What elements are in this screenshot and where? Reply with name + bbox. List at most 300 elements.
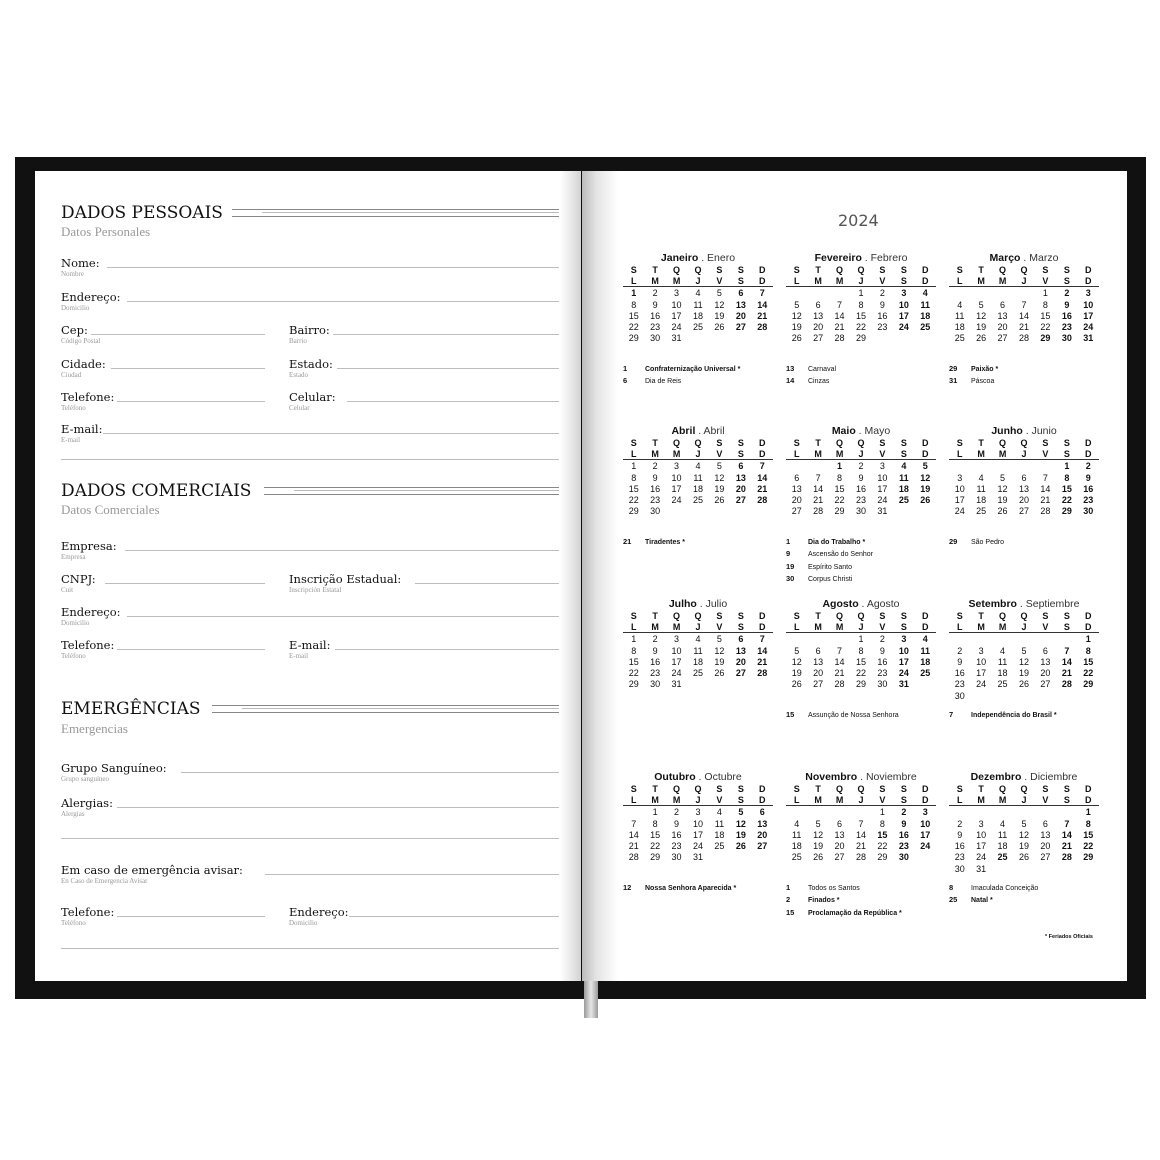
holiday-name: Ascensão do Senhor: [808, 551, 873, 559]
holiday-list: [949, 709, 1057, 721]
day-cell: [829, 634, 850, 645]
day-cell: 29: [855, 679, 866, 690]
weekday-label-pt: S: [737, 784, 744, 794]
weekday-label-pt: Q: [836, 438, 844, 448]
day-cell: [786, 634, 807, 645]
field-sublabel: Código Postal: [61, 337, 101, 345]
field-sublabel: En Caso de Emergencia Avisar: [61, 877, 148, 885]
month-name-pt: Maio: [831, 425, 856, 437]
day-cell: 9: [879, 645, 885, 656]
holiday-name: Todos os Santos: [808, 885, 860, 892]
holiday-day: 1: [623, 364, 628, 373]
day-cell: 15: [855, 656, 866, 667]
holiday-item: [623, 882, 736, 894]
day-cell: 17: [898, 310, 909, 321]
day-cell: 24: [1083, 322, 1094, 333]
weekday-label-es: L: [949, 795, 970, 806]
day-cell: [915, 679, 936, 690]
day-cell: 5: [716, 461, 722, 472]
section-rule: [232, 209, 559, 217]
mobile-field[interactable]: [289, 390, 559, 416]
holiday-item: [786, 536, 873, 548]
day-cell: 17: [877, 483, 888, 494]
day-cell: 12: [813, 829, 824, 840]
blood-type-field[interactable]: [61, 761, 559, 787]
holiday-name: Tiradentes *: [645, 539, 685, 546]
company-field[interactable]: [61, 539, 559, 565]
weekday-label-pt: S: [716, 611, 723, 621]
day-cell: 7: [837, 645, 843, 656]
month-day-grid: [786, 784, 936, 864]
day-cell: [1078, 864, 1099, 875]
weekday-label-es: M: [807, 276, 828, 287]
month-title: [949, 770, 1099, 784]
email-field[interactable]: [61, 422, 559, 448]
holiday-day: 25: [949, 895, 958, 905]
day-cell: [1013, 864, 1034, 875]
weekday-label-pt: D: [1085, 265, 1092, 275]
holiday-day: 29: [949, 537, 958, 546]
day-cell: 23: [954, 679, 965, 690]
month-title: [623, 424, 773, 438]
holiday-list: [786, 882, 902, 919]
day-cell: 16: [650, 483, 661, 494]
day-cell: 25: [920, 322, 931, 333]
day-cell: [1013, 288, 1034, 299]
day-cell: 18: [692, 483, 703, 494]
day-cell: 12: [1018, 829, 1029, 840]
business-email-field[interactable]: [289, 638, 559, 664]
day-cell: 13: [813, 656, 824, 667]
weekday-label-pt: T: [978, 784, 984, 794]
emergency-section-title: EMERGÊNCIAS: [61, 699, 201, 719]
day-cell: 27: [1018, 506, 1029, 517]
day-cell: 29: [628, 506, 639, 517]
day-cell: 21: [813, 495, 824, 506]
day-cell: 13: [997, 310, 1008, 321]
weekday-label-es: S: [730, 622, 751, 633]
state-field[interactable]: [289, 357, 559, 383]
day-cell: 19: [714, 310, 725, 321]
day-cell: 2: [652, 634, 658, 645]
field-label: E-mail:: [61, 422, 103, 436]
day-cell: 18: [920, 310, 931, 321]
field-label: Celular:: [289, 390, 336, 404]
day-cell: 28: [628, 852, 639, 863]
day-cell: 25: [791, 852, 802, 863]
holiday-day: 1: [786, 883, 791, 892]
day-cell: 9: [858, 472, 864, 483]
weekday-label-es: M: [970, 276, 991, 287]
day-cell: 3: [901, 288, 907, 299]
day-cell: [752, 506, 773, 517]
holiday-name: Carnaval: [808, 366, 837, 373]
day-cell: [915, 333, 936, 344]
weekday-label-es: J: [1013, 795, 1034, 806]
weekday-label-es: J: [850, 276, 871, 287]
holiday-name: Confraternização Universal *: [645, 366, 741, 373]
day-cell: 5: [794, 299, 800, 310]
write-line: [117, 401, 265, 402]
weekday-label-es: S: [893, 622, 914, 633]
weekday-label-pt: S: [900, 265, 907, 275]
day-cell: 18: [976, 495, 987, 506]
weekday-label-es: M: [829, 795, 850, 806]
weekday-label-pt: S: [737, 265, 744, 275]
day-cell: 19: [1018, 841, 1029, 852]
weekday-label-pt: S: [630, 611, 637, 621]
holiday-day: 29: [949, 364, 958, 373]
day-cell: 2: [957, 818, 963, 829]
day-cell: 9: [901, 818, 907, 829]
weekday-label-es: V: [709, 622, 730, 633]
day-cell: 25: [692, 495, 703, 506]
write-line: [105, 583, 265, 584]
day-cell: 29: [1040, 333, 1051, 344]
day-cell: 8: [858, 645, 864, 656]
day-cell: 6: [815, 645, 821, 656]
day-cell: 26: [791, 679, 802, 690]
weekday-label-es: S: [893, 276, 914, 287]
day-cell: 8: [858, 299, 864, 310]
holiday-day: 2: [786, 895, 791, 905]
day-cell: 13: [735, 299, 746, 310]
day-cell: 11: [693, 299, 703, 310]
day-cell: 16: [898, 829, 909, 840]
city-field[interactable]: [61, 357, 265, 383]
emergency-section-subtitle: Emergencias: [61, 721, 128, 736]
day-cell: 3: [674, 461, 680, 472]
field-sublabel: Teléfono: [61, 404, 86, 412]
day-cell: 26: [735, 841, 746, 852]
field-label: Alergias:: [61, 796, 113, 810]
holiday-item: [786, 561, 873, 573]
holiday-item: [949, 375, 998, 387]
weekday-label-pt: S: [1063, 784, 1070, 794]
day-cell: 4: [695, 288, 701, 299]
weekday-label-pt: Q: [1020, 265, 1028, 275]
day-cell: 1: [858, 288, 864, 299]
weekday-label-pt: Q: [999, 265, 1007, 275]
day-cell: 7: [631, 818, 637, 829]
month-day-grid: [949, 265, 1099, 345]
month-name-es: Febrero: [870, 252, 908, 264]
weekday-label-pt: S: [956, 611, 963, 621]
day-cell: 19: [735, 829, 746, 840]
day-cell: 26: [997, 506, 1008, 517]
weekday-label-pt: S: [793, 265, 800, 275]
month-name-es: Octubre: [704, 771, 742, 783]
day-cell: 22: [855, 668, 866, 679]
day-cell: 30: [1061, 333, 1072, 344]
day-cell: 22: [628, 322, 639, 333]
day-cell: 13: [1040, 829, 1051, 840]
day-cell: 10: [671, 472, 682, 483]
month-name-pt: Janeiro: [660, 252, 699, 264]
day-cell: 12: [920, 472, 931, 483]
month-day-grid: [623, 611, 773, 691]
page-gutter-shadow: [582, 171, 618, 981]
day-cell: 7: [1021, 299, 1027, 310]
day-cell: 20: [757, 829, 768, 840]
holiday-day: 1: [786, 537, 791, 546]
day-cell: [1013, 807, 1034, 818]
day-cell: 27: [834, 852, 845, 863]
weekday-label-es: V: [709, 276, 730, 287]
day-cell: 8: [1042, 299, 1048, 310]
day-cell: [807, 807, 828, 818]
day-cell: 7: [1042, 472, 1048, 483]
district-field[interactable]: [289, 323, 559, 349]
day-cell: [970, 691, 991, 702]
write-line: [61, 459, 559, 460]
cnpj-field[interactable]: [61, 572, 265, 598]
weekday-label-es: S: [730, 795, 751, 806]
day-cell: [666, 506, 687, 517]
month-calendar: [786, 424, 936, 518]
day-cell: 30: [954, 863, 965, 874]
day-cell: 11: [792, 829, 802, 840]
weekday-label-es: D: [752, 622, 773, 633]
day-cell: 1: [837, 461, 843, 472]
month-title: [623, 251, 773, 265]
day-cell: 2: [879, 288, 885, 299]
day-cell: [915, 852, 936, 863]
state-registration-field[interactable]: [289, 572, 559, 598]
day-cell: 7: [858, 818, 864, 829]
month-day-grid: [623, 438, 773, 518]
write-line: [415, 583, 559, 584]
day-cell: 22: [650, 841, 661, 852]
day-cell: 9: [879, 299, 885, 310]
day-cell: [992, 288, 1013, 299]
weekday-label-es: M: [666, 276, 687, 287]
day-cell: [623, 807, 644, 818]
month-title: [623, 770, 773, 784]
weekday-label-pt: S: [956, 265, 963, 275]
business-address-field[interactable]: [61, 605, 559, 631]
holiday-day: 6: [623, 376, 628, 386]
day-cell: 29: [834, 506, 845, 517]
weekday-label-pt: D: [759, 784, 766, 794]
day-cell: 14: [1040, 483, 1051, 494]
day-cell: 20: [791, 495, 802, 506]
day-cell: 2: [674, 807, 680, 818]
day-cell: 8: [1085, 818, 1091, 829]
day-cell: 20: [735, 656, 746, 667]
field-label: Inscrição Estadual:: [289, 572, 402, 586]
weekday-label-es: J: [687, 276, 708, 287]
day-cell: 26: [920, 495, 931, 506]
phone-field[interactable]: [61, 390, 265, 416]
holiday-day: 15: [786, 710, 795, 719]
day-cell: [872, 333, 893, 344]
day-cell: 20: [813, 668, 824, 679]
day-cell: 4: [922, 288, 928, 299]
day-cell: 19: [976, 322, 987, 333]
day-cell: 21: [1018, 322, 1029, 333]
day-cell: 21: [834, 668, 845, 679]
month-name-es: Diciembre: [1030, 771, 1078, 783]
field-sublabel: E-mail: [61, 436, 81, 444]
weekday-label-pt: Q: [1020, 611, 1028, 621]
weekday-label-pt: Q: [999, 438, 1007, 448]
day-cell: 26: [1018, 679, 1029, 690]
weekday-label-es: S: [1056, 795, 1077, 806]
day-cell: 6: [738, 288, 744, 299]
weekday-label-es: D: [752, 449, 773, 460]
weekday-label-pt: S: [716, 265, 723, 275]
month-title-separator: .: [855, 425, 865, 437]
day-cell: 8: [879, 818, 885, 829]
day-cell: [807, 461, 828, 472]
day-cell: 9: [652, 299, 658, 310]
weekday-label-es: M: [829, 449, 850, 460]
month-name-pt: Novembro: [805, 771, 858, 783]
day-cell: 19: [813, 841, 824, 852]
emergency-contact-field[interactable]: [61, 863, 559, 889]
holiday-item: [786, 894, 902, 906]
day-cell: 29: [650, 852, 661, 863]
day-cell: 18: [714, 829, 725, 840]
holiday-list: [786, 363, 836, 388]
weekday-label-es: J: [850, 449, 871, 460]
day-cell: 31: [692, 852, 703, 863]
field-sublabel: Alergias: [61, 810, 85, 818]
day-cell: 26: [714, 495, 725, 506]
field-label: Estado:: [289, 357, 333, 371]
weekday-label-pt: Q: [857, 438, 865, 448]
weekday-label-pt: Q: [673, 438, 681, 448]
day-cell: 11: [920, 645, 931, 656]
weekday-label-pt: Q: [857, 611, 865, 621]
weekday-label-es: M: [644, 449, 665, 460]
weekday-label-es: D: [915, 622, 936, 633]
weekday-label-pt: D: [922, 265, 929, 275]
zip-field[interactable]: [61, 323, 265, 349]
weekday-label-pt: Q: [999, 784, 1007, 794]
weekday-label-pt: T: [652, 784, 658, 794]
holiday-item: [786, 548, 873, 560]
day-cell: 3: [674, 288, 680, 299]
weekday-label-es: S: [1056, 276, 1077, 287]
write-line: [337, 368, 559, 369]
day-cell: 13: [1018, 483, 1029, 494]
day-cell: 29: [1061, 506, 1072, 517]
weekday-label-es: M: [807, 795, 828, 806]
name-field[interactable]: [61, 256, 559, 282]
weekday-label-es: S: [893, 795, 914, 806]
day-cell: 11: [714, 818, 725, 829]
day-cell: 14: [757, 645, 768, 656]
holiday-name: Natal *: [971, 897, 993, 905]
section-rule: [264, 487, 559, 495]
day-cell: 23: [650, 495, 661, 506]
weekday-label-es: L: [623, 276, 644, 287]
month-name-es: Junio: [1031, 425, 1057, 437]
emergency-address-field[interactable]: [289, 905, 559, 931]
day-cell: 23: [877, 322, 888, 333]
allergies-field[interactable]: [61, 796, 559, 822]
bookmark-ribbon: [584, 980, 598, 1018]
write-line: [117, 807, 559, 808]
weekday-label-pt: D: [1085, 611, 1092, 621]
day-cell: [829, 807, 850, 818]
day-cell: 9: [652, 472, 658, 483]
day-cell: [829, 288, 850, 299]
day-cell: 28: [757, 668, 768, 679]
day-cell: 24: [692, 841, 703, 852]
day-cell: [1056, 634, 1077, 645]
day-cell: 23: [671, 841, 682, 852]
day-cell: 29: [1083, 852, 1094, 863]
day-cell: 24: [954, 506, 965, 517]
day-cell: 5: [815, 818, 821, 829]
write-line: [117, 916, 265, 917]
weekday-label-pt: S: [793, 611, 800, 621]
day-cell: 28: [757, 322, 768, 333]
day-cell: [992, 634, 1013, 645]
day-cell: 23: [1061, 322, 1072, 333]
month-title-separator: .: [1022, 425, 1032, 437]
month-title-separator: .: [861, 252, 871, 264]
day-cell: 30: [1083, 506, 1094, 517]
day-cell: 30: [877, 679, 888, 690]
weekday-label-pt: D: [1085, 784, 1092, 794]
day-cell: [709, 679, 730, 690]
day-cell: 10: [898, 299, 909, 310]
day-cell: [1035, 864, 1056, 875]
day-cell: 11: [997, 829, 1008, 840]
day-cell: 13: [757, 818, 768, 829]
day-cell: 14: [834, 310, 845, 321]
business-phone-field[interactable]: [61, 638, 265, 664]
day-cell: [752, 333, 773, 344]
day-cell: [752, 852, 773, 863]
day-cell: [1035, 691, 1056, 702]
day-cell: 24: [976, 679, 987, 690]
weekday-label-pt: S: [1063, 611, 1070, 621]
weekday-label-es: S: [1056, 449, 1077, 460]
weekday-label-es: M: [829, 276, 850, 287]
day-cell: 2: [901, 807, 907, 818]
weekday-label-pt: S: [1063, 438, 1070, 448]
weekday-label-es: V: [1035, 795, 1056, 806]
day-cell: 20: [1040, 668, 1051, 679]
weekday-label-es: J: [1013, 622, 1034, 633]
day-cell: 4: [957, 299, 963, 310]
day-cell: 19: [714, 656, 725, 667]
weekday-label-pt: S: [1063, 265, 1070, 275]
day-cell: 2: [652, 461, 658, 472]
day-cell: [949, 807, 970, 818]
day-cell: 6: [837, 818, 843, 829]
day-cell: 19: [791, 322, 802, 333]
emergency-phone-field[interactable]: [61, 905, 265, 931]
page-gutter-shadow: [560, 171, 582, 981]
day-cell: 10: [954, 483, 965, 494]
weekday-label-pt: D: [759, 265, 766, 275]
address-field[interactable]: [61, 290, 559, 316]
field-label: Bairro:: [289, 323, 330, 337]
day-cell: 23: [650, 322, 661, 333]
weekday-label-es: J: [1013, 449, 1034, 460]
holiday-name: Paixão *: [971, 366, 999, 373]
month-day-grid: [786, 611, 936, 691]
weekday-label-pt: T: [652, 611, 658, 621]
day-cell: 21: [1061, 668, 1072, 679]
day-cell: 21: [628, 841, 639, 852]
